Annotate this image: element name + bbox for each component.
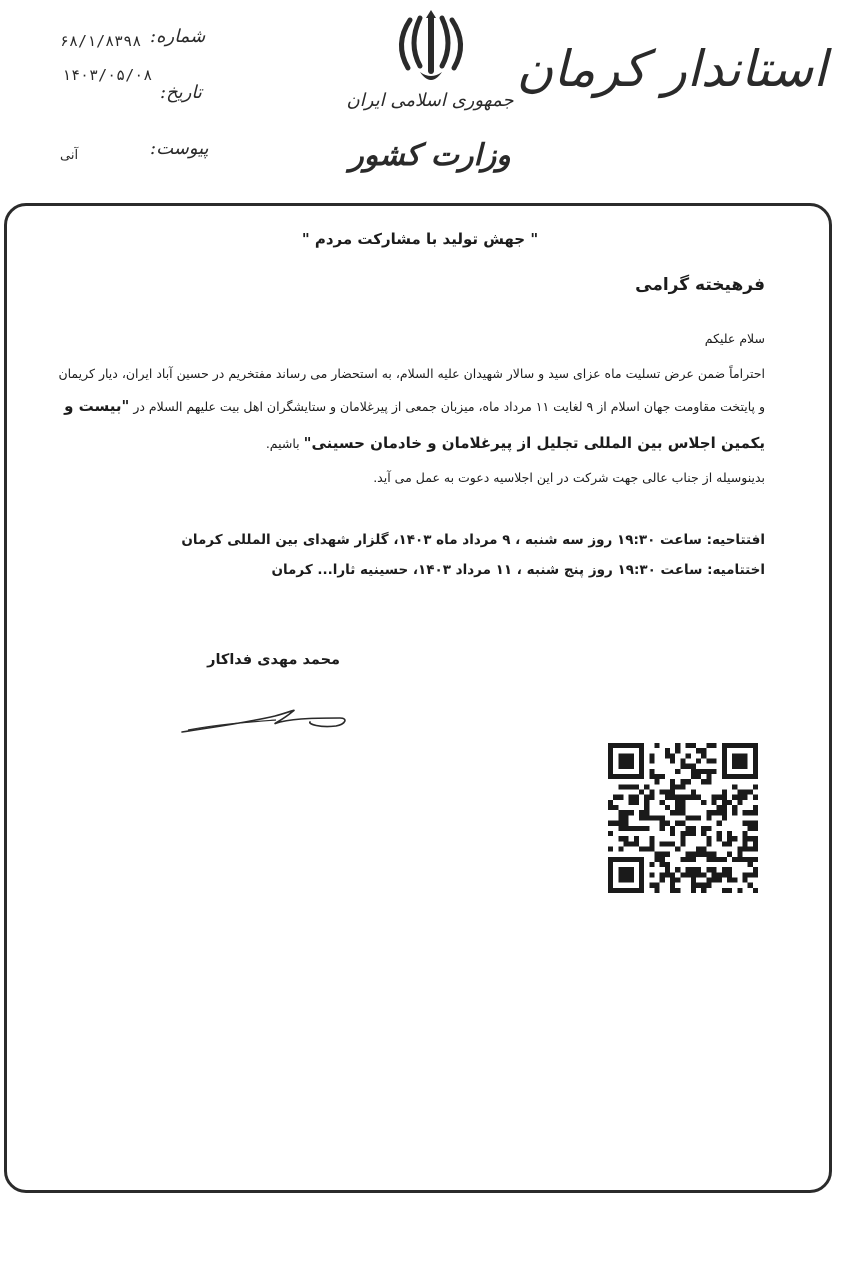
paragraph-line-1: احتراماً ضمن عرض تسلیت ماه عزای سید و سالار شهیدان علیه السلام، به استحضار می رساند مفتخریم در حسین آباد ایران، دیار کریمان xyxy=(58,366,765,381)
slogan: " جهش تولید با مشارکت مردم " xyxy=(301,230,539,248)
republic-label: جمهوری اسلامی ایران xyxy=(346,90,514,111)
date-label: تاریخ: xyxy=(160,82,202,103)
attachment-value: آنی xyxy=(60,148,79,163)
paragraph-line-2-text: و پایتخت مقاومت جهان اسلام از ۹ لغایت ۱۱ مرداد ماه، میزبان جمعی از پیرغلامان و ستایشگران اهل بیت علیهم السلام در xyxy=(129,399,765,414)
number-value: ۶۸/۱/۸۳۹۸ xyxy=(60,32,142,50)
signer-name: محمد مهدی فداکار xyxy=(207,652,340,668)
number-label: شماره: xyxy=(150,26,206,47)
salutation: فرهیخته گرامی xyxy=(635,275,765,295)
org-title: استاندار کرمان xyxy=(516,40,827,98)
paragraph-line-4: بدینوسیله از جناب عالی جهت شرکت در این اجلاسیه دعوت به عمل می آید. xyxy=(373,470,765,485)
ministry-label: وزارت کشور xyxy=(349,138,511,173)
opening-schedule: افتتاحیه: ساعت ۱۹:۳۰ روز سه شنبه ، ۹ مرداد ماه ۱۴۰۳، گلزار شهدای بین المللی کرمان xyxy=(181,532,765,548)
handwritten-signature xyxy=(180,700,350,740)
paragraph-line-2 xyxy=(64,397,765,415)
attachment-label: پیوست: xyxy=(150,138,209,159)
date-value: ۱۴۰۳/۰۵/۰۸ xyxy=(62,66,153,84)
letter-frame xyxy=(4,203,832,1193)
paragraph-line-3 xyxy=(266,434,765,452)
event-title: یکمین اجلاس بین المللی تجلیل از پیرغلامان و خادمان حسینی" xyxy=(303,434,765,452)
greeting: سلام علیکم xyxy=(704,331,765,346)
paragraph-line-3-tail: باشیم. xyxy=(265,436,304,451)
closing-schedule: اختتامیه: ساعت ۱۹:۳۰ روز پنج شنبه ، ۱۱ مرداد ۱۴۰۳، حسینیه ثارا... کرمان xyxy=(271,562,765,578)
event-title-start: "بیست و xyxy=(64,397,130,415)
iran-emblem-icon xyxy=(390,10,472,88)
qr-code xyxy=(608,742,758,894)
